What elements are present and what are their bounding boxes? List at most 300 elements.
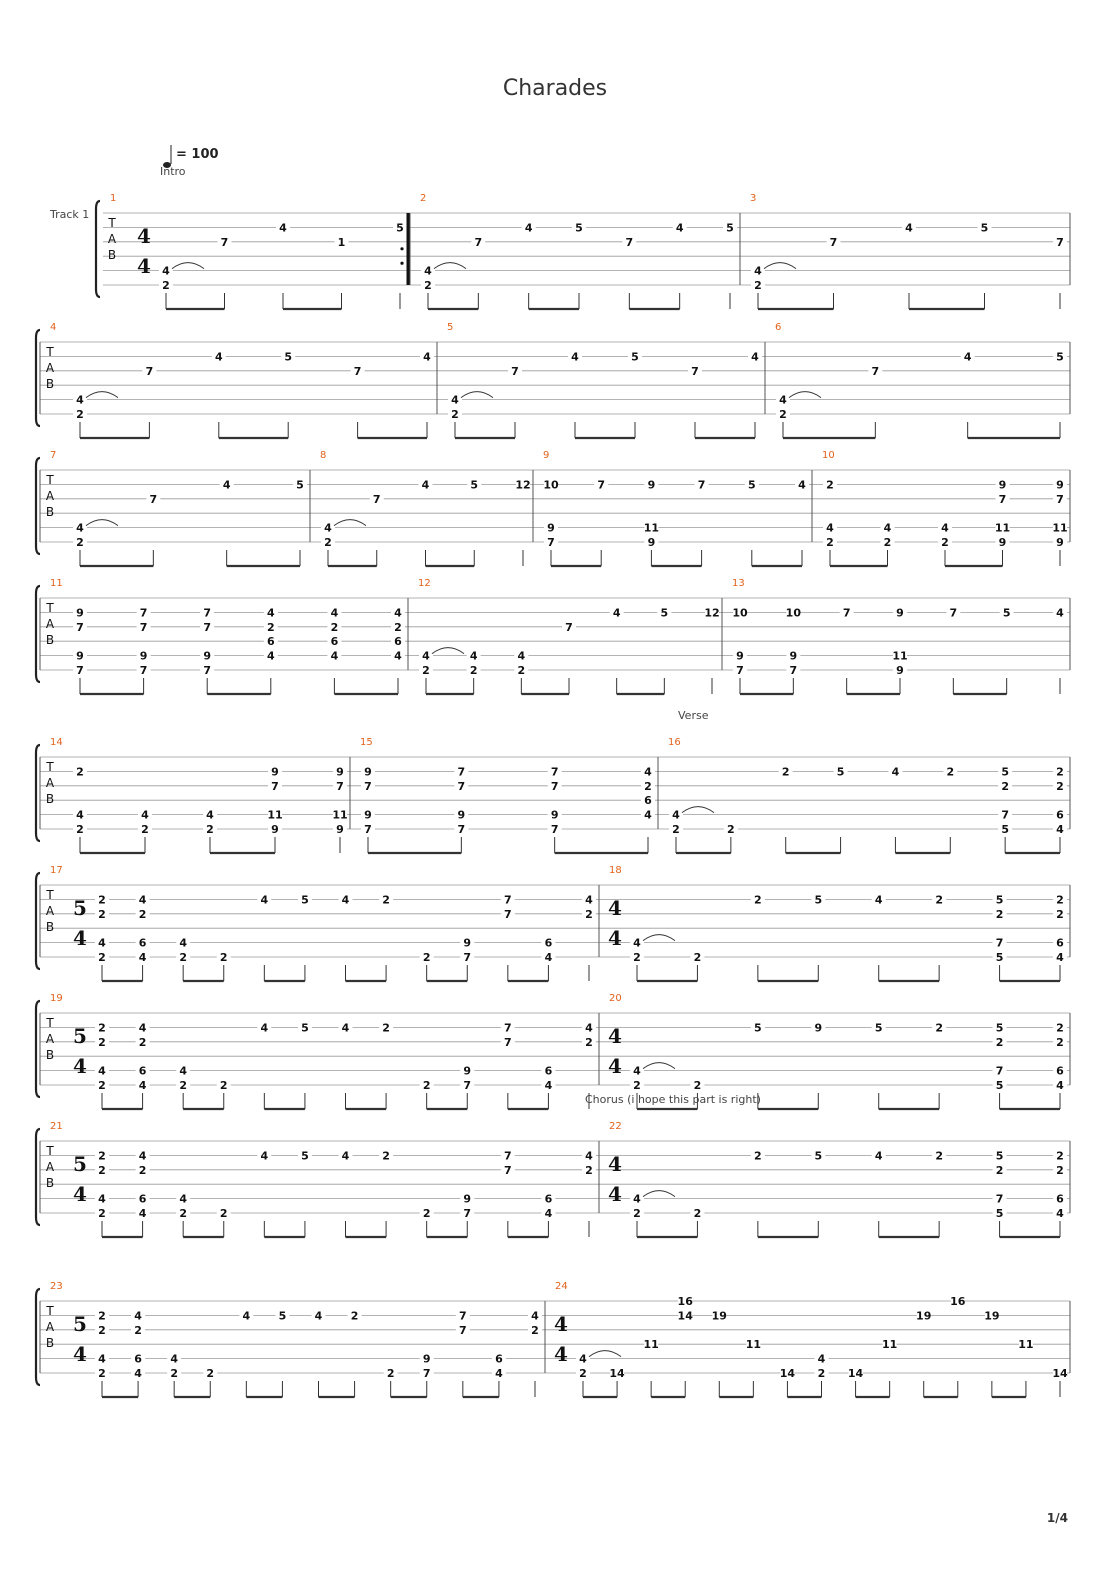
fret-number: 5 — [995, 1149, 1004, 1163]
fret-number: 4 — [963, 350, 972, 364]
fret-number: 5 — [995, 893, 1004, 907]
fret-number: 2 — [693, 1079, 702, 1092]
tab-clef-letter: B — [45, 505, 55, 519]
fret-number: 9 — [896, 664, 904, 677]
fret-number: 2 — [98, 893, 106, 907]
fret-number: 4 — [179, 1192, 187, 1206]
fret-number: 5 — [575, 221, 583, 235]
tab-clef-letter: T — [46, 1304, 54, 1318]
fret-number: 2 — [138, 907, 147, 921]
section-marker: Verse — [678, 709, 709, 722]
fret-number: 4 — [751, 350, 759, 364]
time-signature-bottom: 4 — [73, 1054, 87, 1078]
tab-clef-letter: A — [45, 904, 55, 918]
measure-number: 17 — [50, 865, 63, 876]
system-bracket — [36, 1001, 40, 1097]
time-signature-top: 4 — [137, 224, 151, 248]
fret-number: 1 — [337, 235, 346, 249]
fret-number: 4 — [138, 893, 147, 907]
fret-number: 7 — [139, 620, 148, 634]
time-signature-bottom: 4 — [137, 254, 151, 278]
fret-number: 9 — [736, 649, 744, 663]
fret-number: 5 — [660, 606, 669, 620]
tab-clef-letter: T — [108, 216, 116, 230]
fret-number: 4 — [1056, 951, 1064, 964]
fret-number: 4 — [179, 1064, 187, 1078]
fret-number: 4 — [817, 1352, 826, 1366]
fret-number: 2 — [98, 1367, 106, 1380]
fret-number: 9 — [139, 649, 148, 663]
fret-number: 6 — [1056, 808, 1064, 822]
fret-number: 4 — [394, 606, 402, 620]
tab-clef-letter: B — [45, 1048, 55, 1062]
time-signature-top: 5 — [73, 1152, 87, 1176]
fret-number: 6 — [1056, 1064, 1064, 1078]
fret-number: 11 — [643, 521, 660, 535]
fret-number: 5 — [874, 1021, 883, 1035]
fret-number: 4 — [341, 893, 350, 907]
fret-number: 7 — [457, 765, 466, 779]
fret-number: 7 — [76, 620, 84, 634]
fret-number: 9 — [998, 536, 1007, 549]
fret-number: 5 — [754, 1021, 762, 1035]
fret-number: 7 — [139, 664, 148, 677]
fret-number: 2 — [727, 823, 735, 836]
measure-number: 10 — [822, 450, 835, 461]
fret-number: 9 — [336, 765, 344, 779]
tab-systems — [36, 165, 1070, 1397]
fret-number: 2 — [693, 1207, 702, 1220]
fret-number: 9 — [547, 521, 555, 535]
fret-number: 7 — [139, 606, 148, 620]
time-signature-top: 5 — [73, 896, 87, 920]
fret-number: 4 — [206, 808, 214, 822]
fret-number: 2 — [382, 893, 390, 907]
time-signature-bottom: 4 — [73, 926, 87, 950]
fret-number: 4 — [260, 893, 269, 907]
fret-number: 7 — [353, 364, 362, 378]
fret-number: 11 — [267, 808, 283, 822]
fret-number: 2 — [1056, 765, 1064, 779]
fret-number: 4 — [98, 1064, 106, 1078]
tab-clef-letter: T — [46, 888, 54, 902]
tab-system — [36, 865, 1070, 981]
fret-number: 4 — [76, 393, 84, 407]
fret-number: 2 — [883, 536, 892, 549]
fret-number: 5 — [296, 478, 304, 492]
tie-arc — [682, 807, 714, 813]
repeat-dot — [400, 247, 403, 250]
fret-number: 4 — [260, 1021, 269, 1035]
fret-number: 2 — [585, 1163, 593, 1177]
fret-number: 5 — [980, 221, 989, 235]
fret-number: 4 — [1056, 1207, 1064, 1220]
fret-number: 4 — [544, 951, 553, 964]
fret-number: 7 — [220, 235, 229, 249]
fret-number: 2 — [98, 1309, 106, 1323]
fret-number: 4 — [1056, 823, 1064, 836]
measure-number: 24 — [555, 1281, 568, 1292]
fret-number: 5 — [995, 1021, 1004, 1035]
tab-system — [36, 322, 1070, 438]
time-signature-top: 4 — [608, 1152, 622, 1176]
fret-number: 4 — [222, 478, 231, 492]
fret-number: 7 — [459, 1323, 467, 1337]
fret-number: 4 — [134, 1309, 142, 1323]
fret-number: 5 — [995, 1079, 1004, 1092]
tab-clef-letter: A — [45, 1320, 55, 1334]
fret-number: 7 — [829, 235, 838, 249]
fret-number: 7 — [271, 779, 279, 793]
tab-clef-letter: B — [45, 1176, 55, 1190]
tab-system — [36, 1093, 1070, 1237]
fret-number: 2 — [1056, 779, 1064, 793]
tab-clef-letter: B — [45, 792, 55, 806]
fret-number: 4 — [179, 936, 187, 950]
fret-number: 4 — [531, 1309, 539, 1323]
fret-number: 4 — [214, 350, 223, 364]
fret-number: 7 — [336, 779, 344, 793]
fret-number: 4 — [469, 649, 478, 663]
fret-number: 4 — [754, 264, 762, 278]
fret-number: 7 — [203, 606, 212, 620]
fret-number: 7 — [998, 492, 1007, 506]
fret-number: 7 — [565, 620, 573, 634]
fret-number: 4 — [138, 1079, 147, 1092]
fret-number: 4 — [571, 350, 579, 364]
fret-number: 7 — [691, 364, 699, 378]
fret-number: 2 — [995, 907, 1004, 921]
fret-number: 2 — [179, 951, 187, 964]
fret-number: 2 — [138, 1035, 147, 1049]
fret-number: 9 — [76, 649, 84, 663]
fret-number: 7 — [550, 779, 559, 793]
fret-number: 2 — [98, 1021, 106, 1035]
fret-number: 2 — [98, 1163, 106, 1177]
fret-number: 4 — [585, 893, 593, 907]
fret-number: 7 — [203, 664, 212, 677]
fret-number: 2 — [219, 1207, 228, 1220]
fret-number: 4 — [644, 765, 652, 779]
fret-number: 16 — [677, 1295, 693, 1308]
fret-number: 9 — [789, 649, 798, 663]
fret-number: 6 — [544, 936, 553, 950]
measure-number: 11 — [50, 578, 63, 589]
fret-number: 5 — [995, 1207, 1004, 1220]
fret-number: 7 — [504, 893, 512, 907]
fret-number: 2 — [76, 536, 84, 549]
fret-number: 2 — [350, 1309, 359, 1323]
tab-clef-letter: B — [45, 633, 55, 647]
tie-arc — [643, 1191, 675, 1197]
fret-number: 4 — [579, 1352, 587, 1366]
fret-number: 5 — [284, 350, 293, 364]
fret-number: 7 — [697, 478, 706, 492]
tab-clef-letter: T — [46, 1144, 54, 1158]
tie-arc — [86, 520, 118, 526]
time-signature-top: 4 — [608, 896, 622, 920]
time-signature-bottom: 4 — [73, 1182, 87, 1206]
measure-number: 13 — [732, 578, 745, 589]
fret-number: 2 — [1001, 779, 1009, 793]
fret-number: 19 — [984, 1309, 1000, 1323]
fret-number: 2 — [754, 1149, 762, 1163]
fret-number: 6 — [644, 794, 652, 808]
fret-number: 7 — [1056, 235, 1064, 249]
fret-number: 4 — [98, 1352, 106, 1366]
fret-number: 4 — [874, 893, 883, 907]
fret-number: 4 — [451, 393, 459, 407]
tab-clef-letter: A — [45, 489, 55, 503]
fret-number: 7 — [550, 823, 559, 836]
time-signature-bottom: 4 — [608, 926, 622, 950]
fret-number: 2 — [935, 1149, 943, 1163]
fret-number: 4 — [424, 264, 432, 278]
fret-number: 6 — [495, 1352, 503, 1366]
tab-clef-letter: A — [45, 361, 55, 375]
fret-number: 4 — [612, 606, 621, 620]
measure-number: 15 — [360, 737, 373, 748]
fret-number: 7 — [625, 235, 634, 249]
fret-number: 2 — [394, 620, 402, 634]
fret-number: 4 — [76, 808, 84, 822]
fret-number: 9 — [336, 823, 344, 836]
time-signature-bottom: 4 — [554, 1342, 568, 1366]
fret-number: 6 — [138, 1064, 147, 1078]
fret-number: 7 — [372, 492, 381, 506]
measure-number: 21 — [50, 1121, 63, 1132]
fret-number: 2 — [324, 536, 332, 549]
tab-clef-letter: T — [46, 473, 54, 487]
measure-number: 23 — [50, 1281, 63, 1292]
tab-system — [36, 578, 1070, 694]
fret-number: 4 — [891, 765, 900, 779]
tab-clef-letter: T — [46, 601, 54, 615]
fret-number: 7 — [463, 951, 472, 964]
fret-number: 5 — [747, 478, 756, 492]
system-bracket — [36, 458, 40, 554]
tempo-value: = 100 — [176, 147, 219, 162]
fret-number: 2 — [531, 1323, 539, 1337]
fret-number: 2 — [382, 1149, 390, 1163]
fret-number: 6 — [544, 1192, 553, 1206]
fret-number: 4 — [1056, 1079, 1064, 1092]
fret-number: 2 — [935, 1021, 943, 1035]
fret-number: 7 — [504, 1021, 512, 1035]
time-signature-top: 5 — [73, 1024, 87, 1048]
system-bracket — [36, 873, 40, 969]
tab-clef-letter: T — [46, 345, 54, 359]
fret-number: 2 — [330, 620, 339, 634]
fret-number: 19 — [711, 1309, 727, 1323]
measure-number: 19 — [50, 993, 63, 1004]
fret-number: 12 — [515, 478, 531, 492]
fret-number: 2 — [179, 1079, 187, 1092]
fret-number: 2 — [585, 907, 593, 921]
fret-number: 2 — [76, 765, 84, 779]
tie-arc — [172, 263, 204, 269]
fret-number: 4 — [260, 1149, 269, 1163]
tab-system — [36, 450, 1070, 566]
fret-number: 4 — [138, 1021, 147, 1035]
fret-number: 4 — [341, 1021, 350, 1035]
fret-number: 2 — [382, 1021, 390, 1035]
fret-number: 11 — [332, 808, 348, 822]
tab-clef-letter: T — [46, 760, 54, 774]
fret-number: 4 — [242, 1309, 251, 1323]
fret-number: 4 — [330, 649, 339, 663]
fret-number: 5 — [814, 893, 823, 907]
fret-number: 2 — [170, 1367, 178, 1380]
time-signature-top: 4 — [554, 1312, 568, 1336]
fret-number: 2 — [162, 279, 170, 292]
fret-number: 7 — [422, 1367, 431, 1380]
fret-number: 4 — [672, 808, 680, 822]
fret-number: 4 — [675, 221, 684, 235]
tie-arc — [589, 1351, 621, 1357]
fret-number: 9 — [1056, 536, 1064, 549]
time-signature-bottom: 4 — [608, 1054, 622, 1078]
fret-number: 5 — [814, 1149, 823, 1163]
fret-number: 2 — [98, 1149, 106, 1163]
fret-number: 4 — [826, 521, 834, 535]
fret-number: 9 — [271, 765, 279, 779]
time-signature-top: 5 — [73, 1312, 87, 1336]
repeat-dot — [400, 262, 403, 265]
fret-number: 2 — [754, 279, 762, 292]
fret-number: 2 — [98, 1035, 106, 1049]
fret-number: 6 — [1056, 1192, 1064, 1206]
fret-number: 9 — [271, 823, 279, 836]
fret-number: 5 — [301, 893, 309, 907]
fret-number: 4 — [883, 521, 892, 535]
tab-clef-letter: B — [45, 377, 55, 391]
fret-number: 4 — [134, 1367, 142, 1380]
measure-number: 20 — [609, 993, 622, 1004]
tab-clef-letter: B — [45, 1336, 55, 1350]
tab-clef-letter: B — [107, 248, 117, 262]
tab-system — [36, 709, 1070, 853]
fret-number: 7 — [457, 823, 466, 836]
fret-number: 6 — [544, 1064, 553, 1078]
fret-number: 14 — [609, 1367, 625, 1380]
measure-number: 22 — [609, 1121, 622, 1132]
fret-number: 2 — [206, 823, 214, 836]
fret-number: 2 — [98, 1323, 106, 1337]
fret-number: 14 — [779, 1367, 796, 1380]
tie-arc — [334, 520, 366, 526]
fret-number: 19 — [916, 1309, 932, 1323]
fret-number: 7 — [547, 536, 555, 549]
fret-number: 11 — [881, 1338, 898, 1352]
fret-number: 4 — [170, 1352, 178, 1366]
measure-number: 16 — [668, 737, 681, 748]
system-bracket — [36, 586, 40, 682]
fret-number: 4 — [524, 221, 533, 235]
tab-clef-letter: A — [45, 1160, 55, 1174]
fret-number: 4 — [394, 649, 402, 663]
fret-number: 4 — [544, 1079, 553, 1092]
fret-number: 4 — [138, 951, 147, 964]
fret-number: 7 — [1056, 492, 1064, 506]
fret-number: 4 — [422, 649, 430, 663]
system-bracket — [36, 745, 40, 841]
tie-arc — [789, 392, 821, 398]
fret-number: 2 — [422, 1207, 431, 1220]
fret-number: 9 — [896, 606, 904, 620]
fret-number: 6 — [138, 1192, 147, 1206]
fret-number: 7 — [463, 1207, 472, 1220]
fret-number: 2 — [935, 893, 943, 907]
fret-number: 4 — [330, 606, 339, 620]
system-bracket — [36, 1289, 40, 1385]
fret-number: 2 — [424, 279, 432, 292]
fret-number: 4 — [141, 808, 149, 822]
fret-number: 5 — [1001, 765, 1009, 779]
fret-number: 7 — [504, 1163, 512, 1177]
fret-number: 11 — [1018, 1338, 1034, 1352]
fret-number: 2 — [451, 408, 459, 421]
fret-number: 2 — [138, 1163, 147, 1177]
fret-number: 5 — [301, 1149, 309, 1163]
fret-number: 2 — [179, 1207, 187, 1220]
section-marker: Chorus (i hope this part is right) — [585, 1093, 761, 1106]
fret-number: 4 — [138, 1207, 147, 1220]
fret-number: 2 — [995, 1035, 1004, 1049]
fret-number: 10 — [543, 478, 559, 492]
fret-number: 2 — [266, 620, 275, 634]
measure-number: 7 — [50, 450, 57, 461]
fret-number: 4 — [423, 350, 431, 364]
fret-number: 4 — [495, 1367, 503, 1380]
track-label: Track 1 — [50, 208, 90, 221]
fret-number: 7 — [203, 620, 212, 634]
measure-number: 3 — [750, 193, 757, 204]
fret-number: 2 — [781, 765, 790, 779]
fret-number: 2 — [1056, 1035, 1064, 1049]
fret-number: 4 — [585, 1149, 593, 1163]
fret-number: 7 — [364, 779, 372, 793]
song-title: Charades — [502, 76, 608, 101]
tie-arc — [643, 935, 675, 941]
time-signature-bottom: 4 — [608, 1182, 622, 1206]
fret-number: 9 — [998, 478, 1007, 492]
fret-number: 2 — [517, 664, 526, 677]
fret-number: 10 — [785, 606, 801, 620]
fret-number: 4 — [324, 521, 332, 535]
fret-number: 7 — [550, 765, 559, 779]
time-signature-top: 4 — [608, 1024, 622, 1048]
fret-number: 7 — [842, 606, 851, 620]
fret-number: 6 — [1056, 936, 1064, 950]
fret-number: 4 — [585, 1021, 593, 1035]
measure-number: 2 — [420, 193, 427, 204]
fret-number: 4 — [633, 1192, 641, 1206]
tie-arc — [764, 263, 796, 269]
fret-number: 11 — [745, 1338, 762, 1352]
fret-number: 2 — [98, 1207, 106, 1220]
fret-number: 2 — [941, 536, 949, 549]
fret-number: 2 — [98, 951, 106, 964]
fret-number: 9 — [814, 1021, 823, 1035]
fret-number: 4 — [905, 221, 913, 235]
fret-number: 7 — [463, 1079, 472, 1092]
measure-number: 18 — [609, 865, 622, 876]
fret-number: 9 — [463, 1192, 472, 1206]
fret-number: 4 — [421, 478, 430, 492]
tab-system — [36, 1281, 1070, 1397]
fret-number: 12 — [704, 606, 720, 620]
